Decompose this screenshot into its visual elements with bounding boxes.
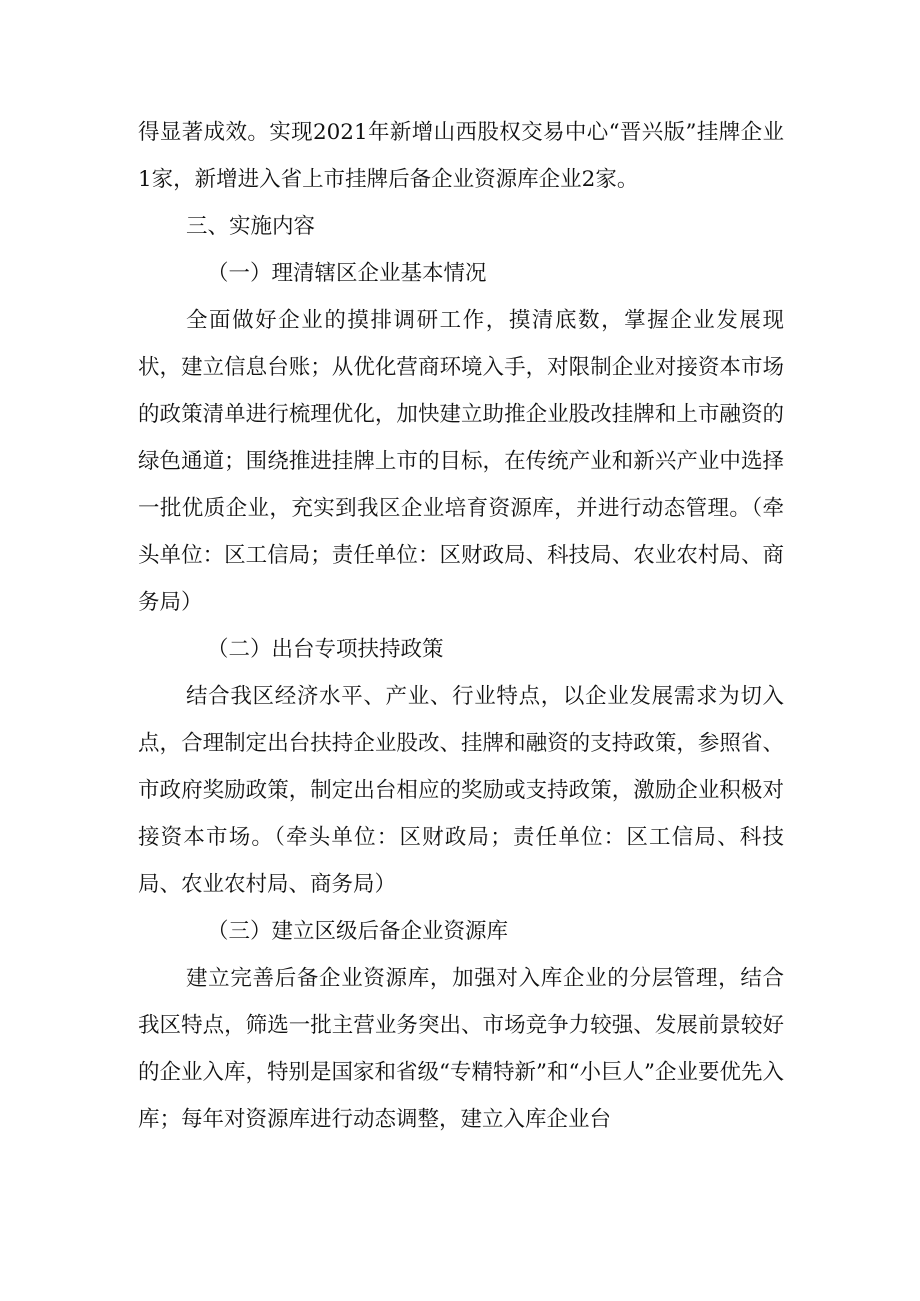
- subsection-heading: （二）出台专项扶持政策: [207, 637, 444, 662]
- paragraph: 结合我区经济水平、产业、行业特点，以企业发展需求为切入点，合理制定出台扶持企业股改、挂牌和融资的支持政策，参照省、市政府奖励政策，制定出台相应的奖励或支持政策，激励企业积极对接资本市场。（牵头单位：区财政局；责任单位：区工信局、科技局、农业农村局、商务局）: [138, 684, 784, 897]
- document-body: [138, 109, 784, 1143]
- paragraph-continued: 得显著成效。实现2021年新增山西股权交易中心“晋兴版”挂牌企业1家，新增进入省上市挂牌后备企业资源库企业2家。: [138, 120, 784, 192]
- section-heading: 三、实施内容: [186, 214, 316, 239]
- subsection-heading: （一）理清辖区企业基本情况: [207, 261, 487, 286]
- paragraph: 全面做好企业的摸排调研工作，摸清底数，掌握企业发展现状，建立信息台账；从优化营商环境入手，对限制企业对接资本市场的政策清单进行梳理优化，加快建立助推企业股改挂牌和上市融资的绿色通道；围绕推进挂牌上市的目标，在传统产业和新兴产业中选择一批优质企业，充实到我区企业培育资源库，并进行动态管理。（牵头单位：区工信局；责任单位：区财政局、科技局、农业农村局、商务局）: [138, 308, 784, 615]
- subsection-heading: （三）建立区级后备企业资源库: [207, 919, 509, 944]
- paragraph: 建立完善后备企业资源库，加强对入库企业的分层管理，结合我区特点，筛选一批主营业务突出、市场竞争力较强、发展前景较好的企业入库，特别是国家和省级“专精特新”和“小巨人”企业要优先入库；每年对资源库进行动态调整，建立入库企业台: [138, 966, 785, 1132]
